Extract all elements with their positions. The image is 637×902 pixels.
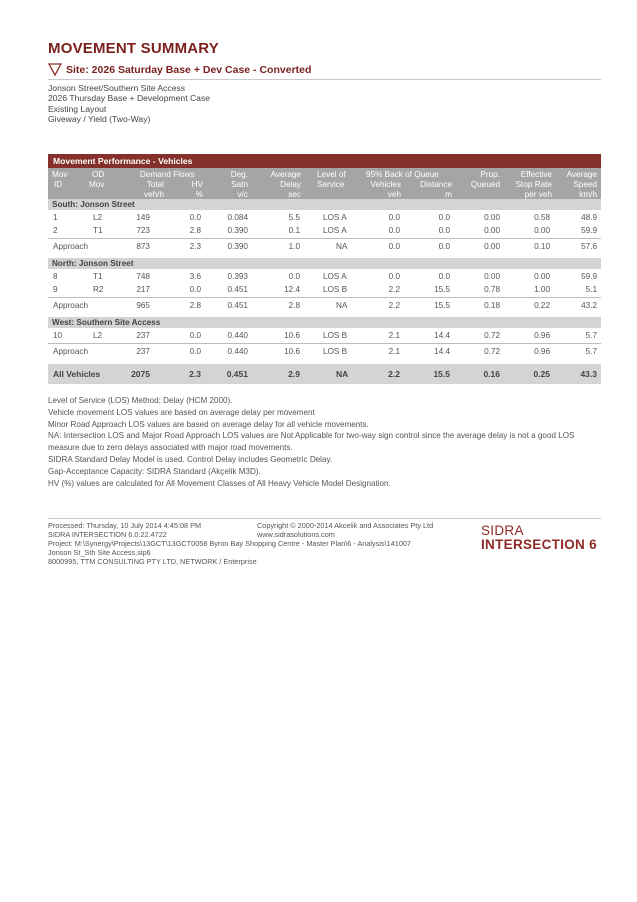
table-row: 8 T1 748 3.6 0.393 0.0 LOS A 0.0 0.0 0.00 0.00 59.9: [53, 272, 597, 281]
section-header-south: South: Jonson Street: [48, 199, 601, 210]
table-title: Movement Performance - Vehicles: [53, 156, 193, 166]
site-label: Site: 2026 Saturday Base + Dev Case - Converted: [66, 64, 312, 76]
approach-row: Approach 965 2.8 0.451 2.8 NA 2.2 15.5 0.18 0.22 43.2: [48, 297, 601, 312]
col-demand-flows: Demand Flows: [140, 170, 195, 179]
note-line: Level of Service (LOS) Method: Delay (HCM 2000).: [48, 396, 233, 405]
note-line: HV (%) values are calculated for All Movement Classes of All Heavy Vehicle Model Designation.: [48, 478, 391, 488]
footer-line: Project: M:\Synergy\Projects\13GCT\13GCT0058 Byron Bay Shopping Centre - Master Plan\6 - Analysis\141007: [48, 538, 411, 548]
section-header-west: West: Southern Site Access: [48, 317, 601, 328]
footer-right: [257, 522, 433, 540]
table-row: 2 T1 723 2.8 0.390 0.1 LOS A 0.0 0.0 0.00 0.00 59.9: [53, 226, 597, 235]
table-row: 10 L2 237 0.0 0.440 10.6 LOS B 2.1 14.4 0.72 0.96 5.7: [53, 331, 597, 340]
footer-line: Processed: Thursday, 10 July 2014 4:45:08 PM: [48, 521, 202, 530]
col-avg-speed: Average Speed km/h: [566, 170, 597, 199]
info-line: Giveway / Yield (Two-Way): [48, 113, 151, 124]
all-vehicles-row: All Vehicles 2075 2.3 0.451 2.9 NA 2.2 15.5 0.16 0.25 43.3: [48, 364, 601, 384]
col-mov: Mov ID: [52, 170, 68, 189]
footer-line: SIDRA INTERSECTION 6.0.22.4722: [48, 529, 167, 539]
column-headers: [48, 168, 601, 199]
info-line: Existing Layout: [48, 103, 107, 114]
note-line: Minor Road Approach LOS values are based on average delay for all vehicle movements.: [48, 419, 369, 429]
approach-row: Approach 873 2.3 0.390 1.0 NA 0.0 0.0 0.00 0.10 57.6: [48, 238, 601, 253]
col-vehicles: Vehicles veh: [370, 180, 401, 199]
col-los: Level of Service: [317, 170, 346, 189]
note-line: NA: Intersection LOS and Major Road Approach LOS values are Not Applicable for two-way sign control since the average delay is not a good LOS measure due to zero delays associated with major road movements.: [48, 431, 575, 453]
footer-line: 8000995, TTM CONSULTING PTY LTD, NETWORK / Enterprise: [48, 556, 257, 566]
footer-divider: [48, 518, 601, 519]
sidra-logo: SIDRA INTERSECTION 6: [481, 523, 597, 552]
info-line: 2026 Thursday Base + Development Case: [48, 93, 211, 104]
triangle-down-icon: [48, 63, 62, 76]
footer-line: Jonson St_Sth Site Access.sip6: [48, 547, 151, 557]
table-row: 9 R2 217 0.0 0.451 12.4 LOS B 2.2 15.5 0.78 1.00 5.1: [53, 285, 597, 294]
table-header-bar: [48, 154, 601, 168]
site-info: [48, 83, 210, 124]
col-back-of-queue: 95% Back of Queue: [366, 170, 439, 179]
note-line: Gap-Acceptance Capacity: SIDRA Standard (Akçelik M3D).: [48, 466, 261, 476]
notes: [48, 395, 604, 489]
note-line: SIDRA Standard Delay Model is used. Control Delay includes Geometric Delay.: [48, 454, 333, 464]
col-od: OD Mov: [89, 170, 105, 189]
note-line: Vehicle movement LOS values are based on average delay per movement: [48, 407, 315, 417]
table-row: 1 L2 149 0.0 0.084 5.5 LOS A 0.0 0.0 0.00 0.58 48.9: [53, 213, 597, 222]
col-total: Total veh/h: [143, 180, 164, 199]
info-line: Jonson Street/Southern Site Access: [48, 83, 186, 93]
website: www.sidrasolutions.com: [257, 529, 335, 539]
page-title: MOVEMENT SUMMARY: [48, 40, 219, 57]
col-stop-rate: Effective Stop Rate per veh: [515, 170, 552, 199]
col-prop-queued: Prop. Queued: [470, 170, 500, 189]
col-distance: Distance m: [420, 180, 452, 199]
col-deg-satn: Deg. Satn v/c: [230, 170, 248, 199]
col-avg-delay: Average Delay sec: [270, 170, 301, 199]
approach-row: Approach 237 0.0 0.440 10.6 LOS B 2.1 14.4 0.72 0.96 5.7: [48, 343, 601, 358]
copyright: Copyright © 2000-2014 Akcelik and Associates Pty Ltd: [257, 521, 434, 530]
site-row: [48, 63, 601, 80]
section-header-north: North: Jonson Street: [48, 258, 601, 269]
col-hv: HV %: [191, 180, 203, 199]
